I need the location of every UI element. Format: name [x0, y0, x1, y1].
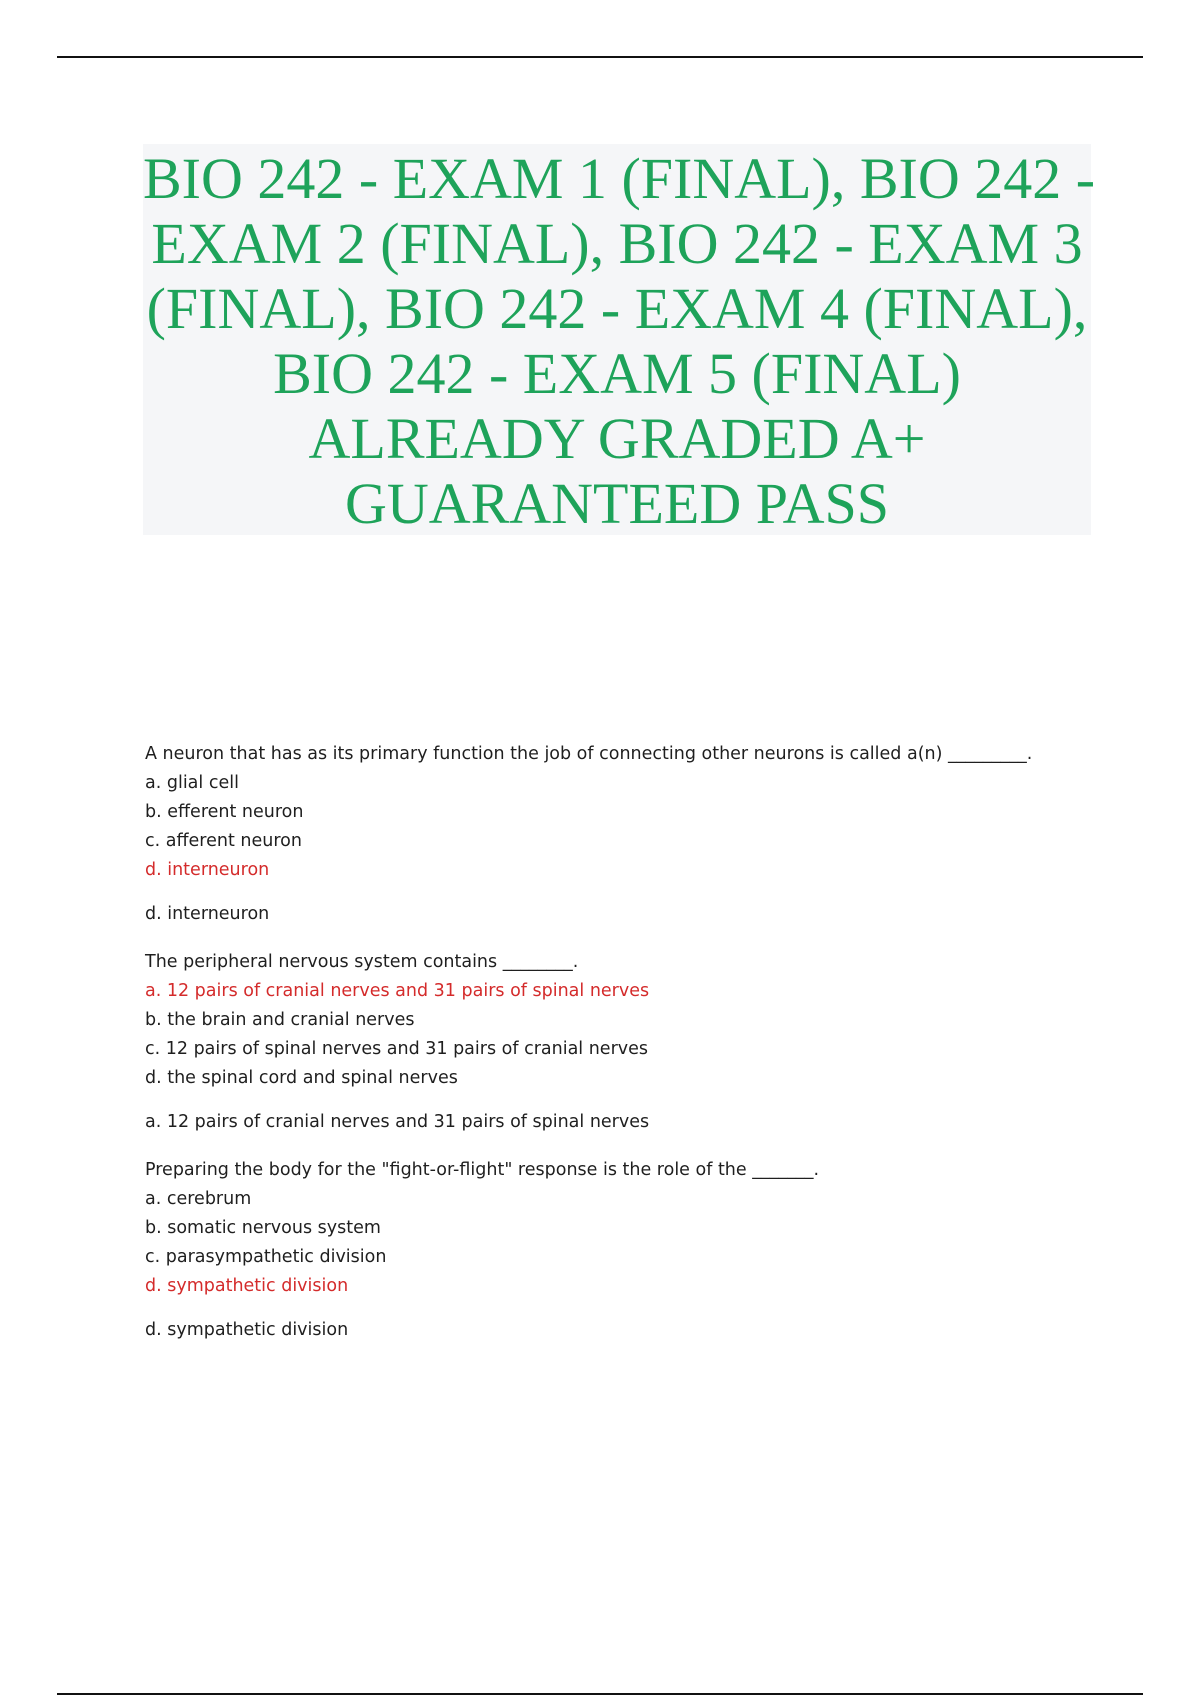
document-title-banner — [143, 144, 1096, 536]
option-b: b. somatic nervous system — [145, 1218, 381, 1238]
title-line: BIO 242 - EXAM 5 (FINAL) — [273, 341, 961, 406]
question-prompt: A neuron that has as its primary function the job of connecting other neurons is called a(n) _________. — [145, 744, 1033, 764]
option-c: c. afferent neuron — [145, 831, 302, 851]
option-c: c. 12 pairs of spinal nerves and 31 pairs of cranial nerves — [145, 1039, 649, 1059]
title-line: BIO 242 - EXAM 1 (FINAL), BIO 242 - — [143, 146, 1096, 211]
option-c: c. parasympathetic division — [145, 1247, 387, 1267]
answer-text: d. interneuron — [145, 904, 270, 924]
option-b: b. the brain and cranial nerves — [145, 1010, 415, 1030]
option-d-correct: d. interneuron — [145, 860, 270, 880]
question-block-1 — [145, 740, 1145, 929]
top-divider — [57, 56, 1143, 58]
title-line: EXAM 2 (FINAL), BIO 242 - EXAM 3 — [151, 211, 1083, 276]
option-b: b. efferent neuron — [145, 802, 304, 822]
option-d-correct: d. sympathetic division — [145, 1276, 349, 1296]
title-line: ALREADY GRADED A+ — [308, 406, 926, 471]
answer-text: d. sympathetic division — [145, 1320, 349, 1340]
question-block-2 — [145, 948, 1145, 1137]
title-line: GUARANTEED PASS — [344, 471, 890, 536]
title-line: (FINAL), BIO 242 - EXAM 4 (FINAL), — [146, 276, 1088, 341]
option-a-correct: a. 12 pairs of cranial nerves and 31 pairs of spinal nerves — [145, 981, 650, 1001]
question-prompt: The peripheral nervous system contains ________. — [145, 952, 579, 972]
option-d: d. the spinal cord and spinal nerves — [145, 1068, 458, 1088]
option-a: a. glial cell — [145, 773, 239, 793]
bottom-divider — [57, 1693, 1143, 1695]
question-block-3 — [145, 1156, 1145, 1345]
question-prompt: Preparing the body for the "fight-or-flight" response is the role of the _______. — [145, 1160, 820, 1180]
answer-text: a. 12 pairs of cranial nerves and 31 pairs of spinal nerves — [145, 1112, 650, 1132]
option-a: a. cerebrum — [145, 1189, 252, 1209]
